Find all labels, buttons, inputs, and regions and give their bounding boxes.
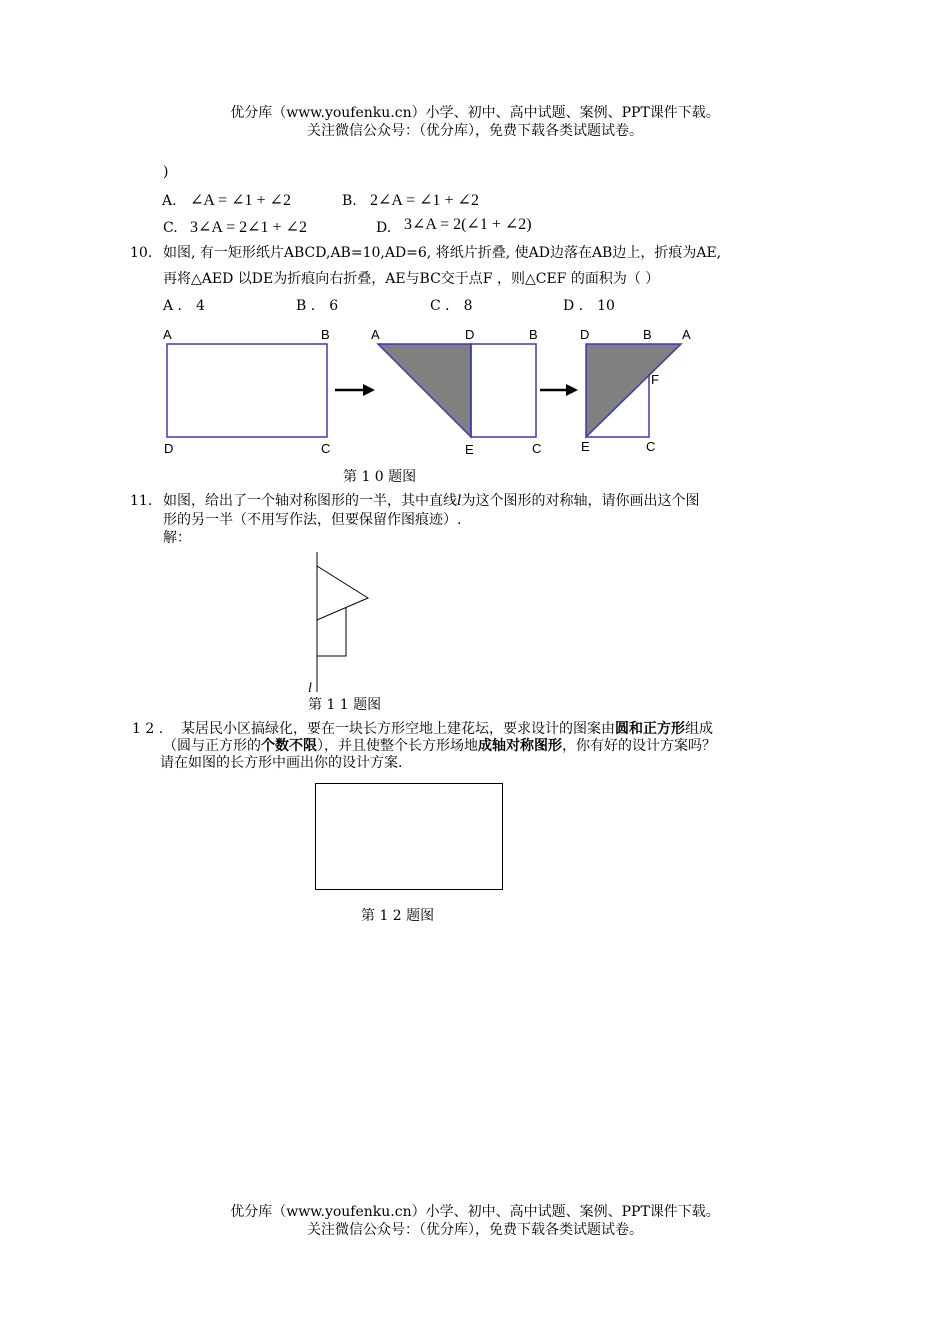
q10-fig1-label-b: B — [321, 327, 330, 342]
q10-arrow-2-head — [566, 384, 578, 396]
q11-triangle-shape — [317, 566, 368, 620]
q10-option-d: D ． 10 — [563, 298, 615, 314]
q9-option-a-expr: ∠A = ∠1 + ∠2 — [190, 192, 291, 209]
q10-fig2-label-b: B — [529, 327, 538, 342]
q12-design-rectangle — [315, 783, 503, 890]
q10-fig2-label-d: D — [465, 327, 475, 342]
q10-option-c: C ． 8 — [430, 298, 473, 314]
q11-rectangle-shape — [317, 608, 346, 656]
q10-fig3-label-b: B — [643, 327, 652, 342]
q12-text-line-1-a: 某居民小区搞绿化，要在一块长方形空地上建花坛，要求设计的图案由 — [181, 721, 615, 737]
q9-option-c-expr: 3∠A = 2∠1 + ∠2 — [190, 219, 307, 236]
q10-option-a: A ． 4 — [163, 298, 205, 314]
q11-axis-symbol: l — [457, 493, 462, 509]
q11-text-line-2: 形的另一半（不用写作法，但要保留作图痕迹）. — [163, 512, 462, 528]
q12-text-line-1-b: 组成 — [685, 721, 713, 737]
q10-fig3-label-d: D — [580, 327, 590, 342]
q11-text-line-1-a: 如图，给出了一个轴对称图形的一半，其中直线 — [163, 493, 457, 509]
q10-fig2-rectangle — [471, 344, 536, 437]
header-line-2: 关注微信公众号：（优分库），免费下载各类试题试卷。 — [307, 123, 643, 139]
q10-caption: 第 1 0 题图 — [343, 469, 417, 485]
q10-fig1-rectangle — [167, 344, 327, 437]
q10-text-line-1: 如图, 有一矩形纸片ABCD,AB=10,AD=6, 将纸片折叠, 使AD边落在AB边上，折痕为AE, — [163, 245, 722, 261]
q10-fig3-label-f: F — [651, 372, 659, 387]
q10-fig1-label-a: A — [163, 327, 172, 342]
q9-option-a-key: A. — [162, 193, 177, 209]
q10-text-line-2: 再将△AED 以DE为折痕向右折叠，AE与BC交于点F ，则△CEF 的面积为（ ） — [163, 271, 660, 287]
footer-line-1: 优分库（www.youfenku.cn）小学、初中、高中试题、案例、PPT课件下载。 — [230, 1204, 720, 1220]
q10-fig2-label-a: A — [371, 327, 380, 342]
q10-fig3-label-a: A — [682, 327, 691, 342]
q9-closing-paren: ) — [163, 164, 169, 180]
q12-bold-unlimited: 个数不限 — [261, 738, 317, 754]
q10-figure — [150, 320, 710, 465]
q12-number: 1 2 . — [132, 721, 164, 737]
q10-number: 10. — [130, 245, 153, 261]
q12-bold-symmetric: 成轴对称图形 — [478, 738, 562, 754]
q12-text-line-3: 请在如图的长方形中画出你的设计方案. — [160, 755, 403, 771]
q10-fig1-label-d: D — [164, 441, 174, 456]
q9-option-d-expr: 3∠A = 2(∠1 + ∠2) — [404, 216, 532, 233]
q10-fig3-shaded-triangle — [586, 344, 681, 437]
q10-fig2-label-c: C — [532, 441, 542, 456]
q9-option-c-key: C. — [163, 220, 178, 236]
q11-number: 11. — [130, 493, 153, 509]
q10-arrow-1-head — [363, 384, 375, 396]
q11-figure — [305, 548, 385, 698]
q12-text-line-1 — [181, 720, 713, 738]
q10-option-b: B ． 6 — [296, 298, 339, 314]
q12-text-line-2-c: ，你有好的设计方案吗？ — [562, 738, 716, 754]
q12-caption: 第 1 2 题图 — [361, 908, 435, 924]
header-line-1: 优分库（www.youfenku.cn）小学、初中、高中试题、案例、PPT课件下载。 — [230, 105, 720, 121]
q11-text-line-1-b: 为这个图形的对称轴，请你画出这个图 — [461, 493, 700, 509]
q10-fig3-label-c: C — [646, 439, 656, 454]
q10-fig3-label-e: E — [581, 439, 590, 454]
q12-bold-circle-square: 圆和正方形 — [615, 721, 685, 737]
q12-text-line-2-b: ），并且使整个长方形场地 — [317, 738, 478, 754]
q9-option-b-expr: 2∠A = ∠1 + ∠2 — [370, 192, 479, 209]
footer-line-2: 关注微信公众号：（优分库），免费下载各类试题试卷。 — [307, 1222, 643, 1238]
q10-fig1-label-c: C — [321, 441, 331, 456]
q11-text-line-1 — [163, 492, 699, 510]
q9-option-b-key: B. — [342, 193, 357, 209]
q10-fig2-shaded-triangle — [378, 344, 471, 437]
q12-text-line-2 — [163, 737, 716, 755]
q11-caption: 第 1 1 题图 — [308, 697, 382, 713]
q11-axis-label: l — [308, 681, 312, 696]
q9-option-d-key: D. — [376, 220, 392, 236]
q11-answer-label: 解： — [163, 530, 191, 546]
q10-fig2-label-e: E — [465, 442, 474, 457]
q12-text-line-2-a: （圆与正方形的 — [163, 738, 261, 754]
